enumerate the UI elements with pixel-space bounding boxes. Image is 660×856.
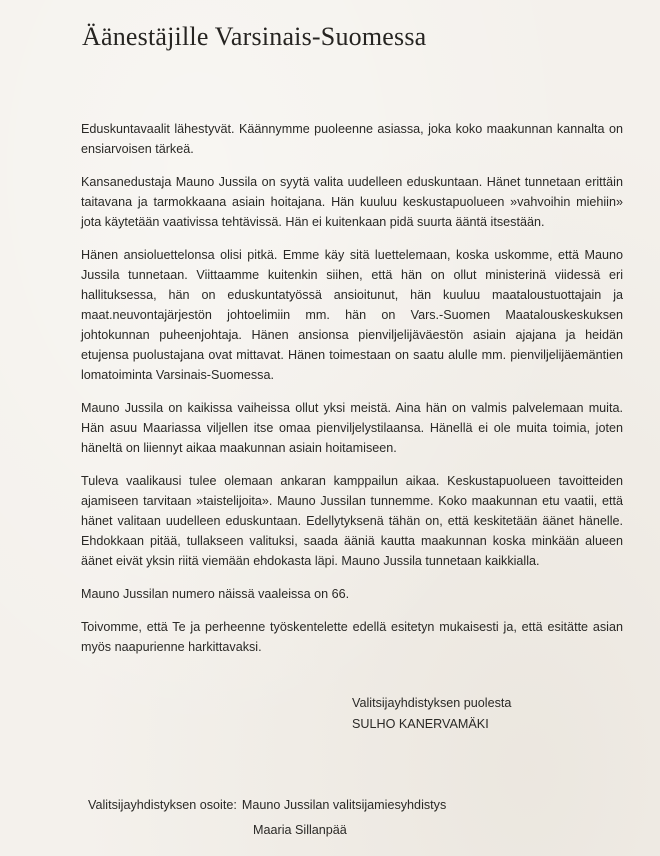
address-label: Valitsijayhdistyksen osoite:: [88, 798, 237, 812]
paragraph-coming-term: Tuleva vaalikausi tulee olemaan ankaran kamppailun aikaa. Keskustapuolueen tavoitteiden ajamiseen tarvitaan »taistelijoita». Mauno Jussilan tunnemme. Koko maakunnan etu vaatii, että hänet valitaan uudelleen eduskuntaan. Edellytyksenä tähän on, että keskitetään äänet hänelle. Ehdokkaan pitää, tullakseen valituksi, saada ääniä kautta maakunnan koska minkään alueen äänet eivät yksin riitä viemään ehdokasta läpi. Mauno Jussila tunnetaan kaikkialla.: [81, 474, 623, 568]
paragraph-number: Mauno Jussilan numero näissä vaaleissa on 66.: [81, 587, 350, 601]
paragraph-candidate: Kansanedustaja Mauno Jussila on syytä valita uudelleen eduskuntaan. Hänet tunnetaan erittäin taitavana ja tarmokkaana asiain hoitajana. Hän kuuluu keskustapuolueen »vahvoihin miehiin» jota käytetään vaativissa tehtävissä. Hän ei kuitenkaan pidä suurta ääntä itsestään.: [81, 175, 623, 229]
address-line-2: Maaria Sillanpää: [253, 823, 347, 837]
paragraph-one-of-us: Mauno Jussila on kaikissa vaiheissa ollut yksi meistä. Aina hän on valmis palvelemaan muita. Hän asuu Maariassa viljellen itse omaa pienviljelystilaansa. Hänellä ei ole muita toimia, joten häneltä on liiennyt aikaa maakunnan asiain hoitamiseen.: [81, 401, 623, 455]
paragraph-intro: Eduskuntavaalit lähestyvät. Käännymme puoleenne asiassa, joka koko maakunnan kannalta on ensiarvoisen tärkeä.: [81, 122, 623, 156]
page-title: Äänestäjille Varsinais-Suomessa: [82, 22, 427, 51]
address-block: [88, 793, 446, 843]
signature-on-behalf: Valitsijayhdistyksen puolesta: [352, 696, 512, 710]
signature-block: [352, 693, 511, 735]
letter-body: [81, 119, 623, 670]
address-line-1: Mauno Jussilan valitsijamiesyhdistys: [241, 798, 447, 812]
paragraph-merits: Hänen ansioluettelonsa olisi pitkä. Emme käy sitä luettelemaan, koska uskomme, että Mauno Jussila tunnetaan. Viittaamme kuitenkin siihen, että hän on ollut ministerinä viidessä eri hallituksessa, hän on eduskuntatyössä ansioitunut, hän kuuluu maataloustuottajain ja maat.neuvontajärjestön johtoelimiin mm. hän on Vars.-Suomen Maatalouskeskuksen johtokunnan puheenjohtaja. Hänen ansionsa pienviljelijäväestön asiain ajajana ja heidän etujensa puolustajana ovat mittavat. Hänen toimestaan on saatu alulle mm. pienviljelijäemäntien lomatoiminta Varsinais-Suomessa.: [81, 248, 623, 382]
signature-name: SULHO KANERVAMÄKI: [352, 717, 489, 731]
paragraph-closing: Toivomme, että Te ja perheenne työskentelette edellä esitetyn mukaisesti ja, että esitätte asian myös naapurienne harkittavaksi.: [81, 620, 623, 654]
